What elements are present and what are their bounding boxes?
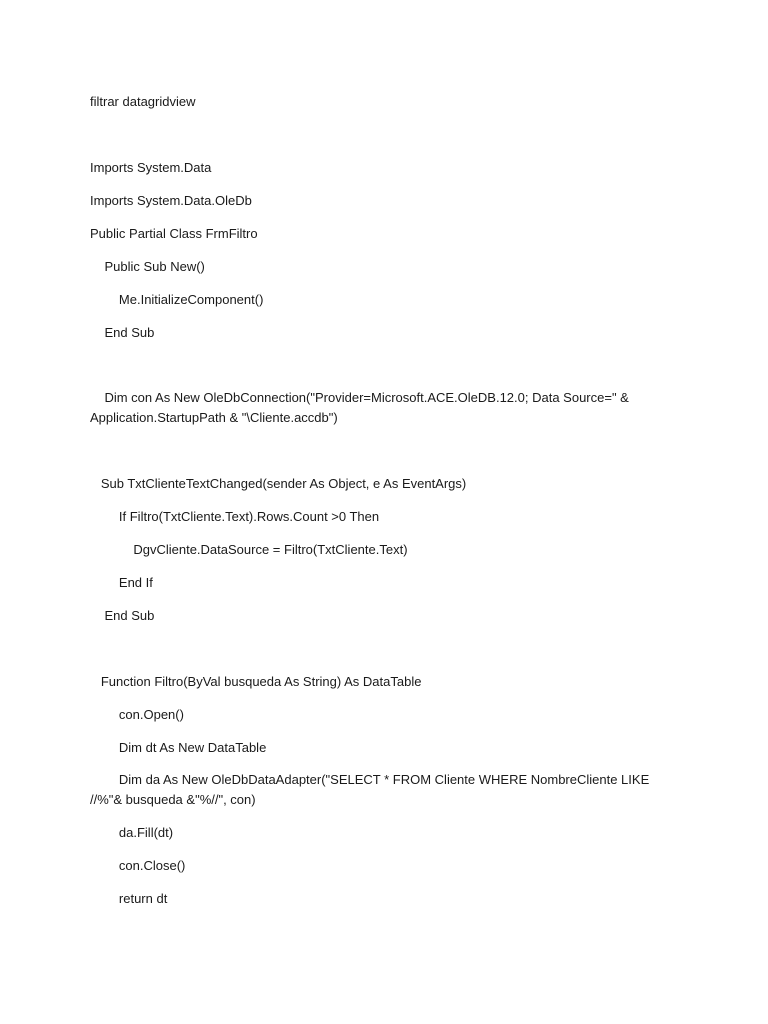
code-line: da.Fill(dt)	[90, 825, 174, 840]
code-line: Public Partial Class FrmFiltro	[90, 226, 258, 241]
code-line: DgvCliente.DataSource = Filtro(TxtCliente.Text)	[90, 542, 408, 557]
code-line: Me.InitializeComponent()	[90, 292, 264, 307]
code-line: End If	[90, 575, 153, 590]
code-line: End Sub	[90, 325, 155, 340]
code-line: con.Close()	[90, 858, 186, 873]
document-title: filtrar datagridview	[90, 94, 196, 109]
code-line: Function Filtro(ByVal busqueda As String) As DataTable	[90, 674, 422, 689]
code-line: Dim dt As New DataTable	[90, 740, 267, 755]
code-line: Imports System.Data.OleDb	[90, 193, 252, 208]
code-line: End Sub	[90, 608, 155, 623]
code-line: con.Open()	[90, 707, 184, 722]
code-line: Sub TxtClienteTextChanged(sender As Object, e As EventArgs)	[90, 476, 467, 491]
code-line: Public Sub New()	[90, 259, 205, 274]
code-line-adapter: Dim da As New OleDbDataAdapter("SELECT * FROM Cliente WHERE NombreCliente LIKE //%"& busqueda &"%//", con)	[90, 772, 653, 807]
code-line: If Filtro(TxtCliente.Text).Rows.Count >0 Then	[90, 509, 380, 524]
code-line: Imports System.Data	[90, 160, 212, 175]
code-line-connection: Dim con As New OleDbConnection("Provider=Microsoft.ACE.OleDB.12.0; Data Source=" & Application.StartupPath & "\Cliente.accdb")	[90, 390, 632, 425]
code-line: return dt	[90, 891, 168, 906]
